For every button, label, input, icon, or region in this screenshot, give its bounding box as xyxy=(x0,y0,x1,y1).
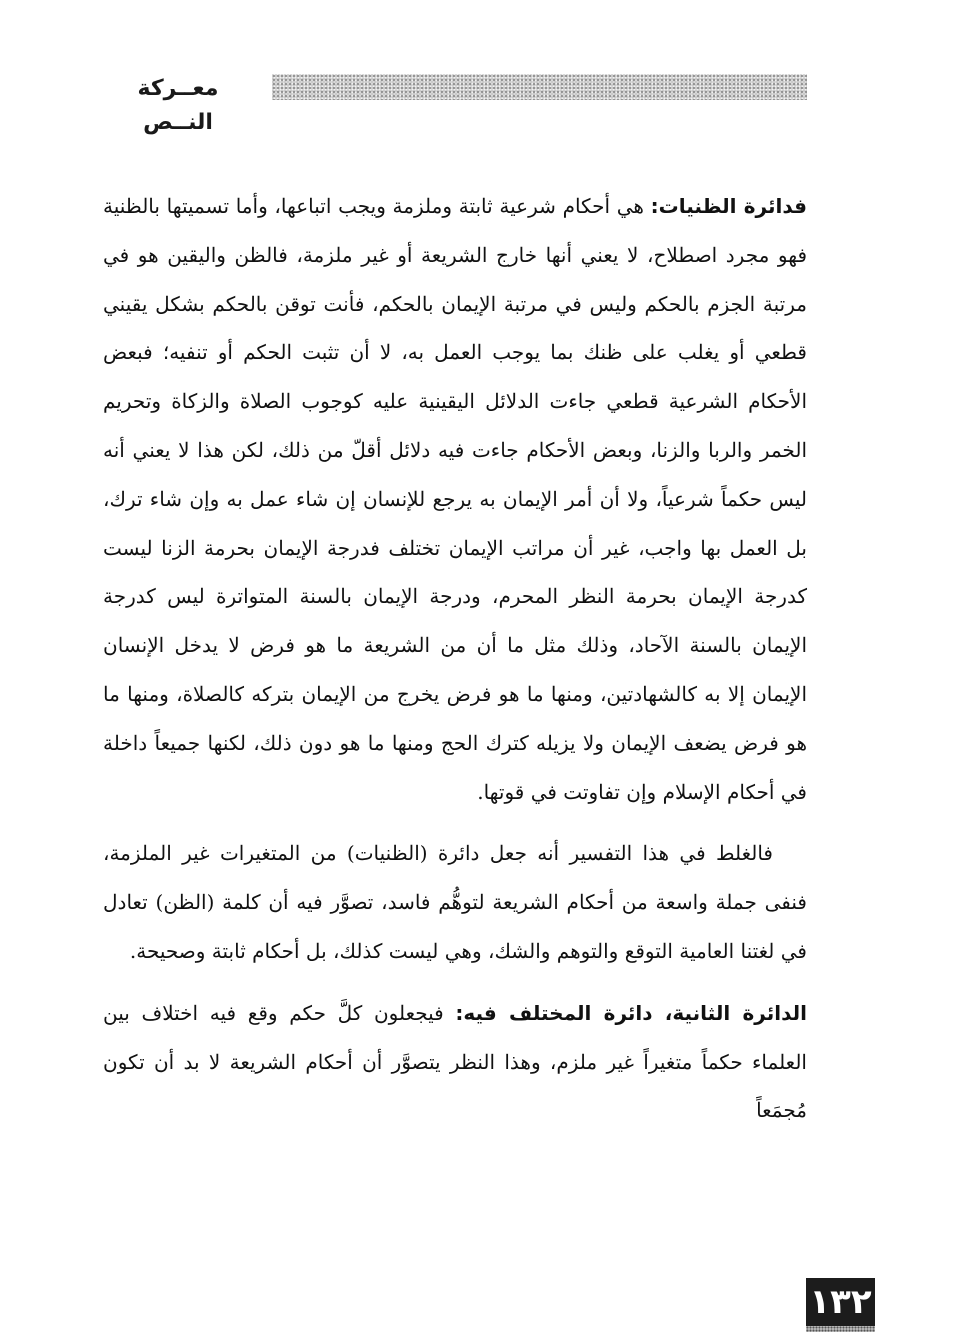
page-number-texture xyxy=(806,1326,875,1332)
paragraph-text: فالغلط في هذا التفسير أنه جعل دائرة (الظنيات) من المتغيرات غير الملزمة، فنفى جملة واسعة من أحكام الشريعة لتوهُّم فاسد، تصوَّر فيه أن كلمة (الظن) تعادل في لغتنا العامية التوقع والتوهم والشك، وهي ليست كذلك، بل أحكام ثابتة وصحيحة. xyxy=(103,841,807,963)
page-number-badge: ١٣٢ xyxy=(806,1278,875,1326)
paragraph-lead: الدائرة الثانية، دائرة المختلف فيه: xyxy=(455,1000,807,1025)
paragraph-text: فيجعلون كلَّ حكم وقع فيه اختلاف بين العلماء حكماً متغيراً غير ملزم، وهذا النظر يتصوَّر أن أحكام الشريعة لا بد أن تكون مُجمَعاً xyxy=(103,1000,807,1123)
paragraph-error-explanation xyxy=(103,829,807,975)
running-header-title: معــركة النــص xyxy=(137,76,219,135)
paragraph-lead: فدائرة الظنيات: xyxy=(650,194,808,218)
header-texture-bar xyxy=(272,74,807,100)
paragraph-speculative-circle xyxy=(103,182,807,816)
paragraph-second-circle xyxy=(103,989,807,1135)
paragraph-text: هي أحكام شرعية ثابتة وملزمة ويجب اتباعها، وأما تسميتها بالظنية فهو مجرد اصطلاح، لا يعني أنها خارج الشريعة أو غير ملزمة، فالظن واليقين هو في مرتبة الجزم بالحكم وليس في مرتبة الإيمان بالحكم، فأنت توقن بالحكم بشكل يقيني قطعي أو يغلب على ظنك بما يوجب العمل به، لا أن تثبت الحكم أو تنفيه؛ فبعض الأحكام الشرعية قطعي جاءت الدلائل اليقينية عليه كوجوب الصلاة والزكاة وتحريم الخمر والربا والزنا، وبعض الأحكام جاءت فيه دلائل أقلّ من ذلك، لكن هذا لا يعني أنه ليس حكماً شرعياً، ولا أن أمر الإيمان به يرجع للإنسان إن شاء عمل به وإن شاء ترك، بل العمل بها واجب، غير أن مراتب الإيمان تختلف فدرجة الإيمان بحرمة الزنا ليست كدرجة الإيمان بحرمة النظر المحرم، ودرجة الإيمان بالسنة المتواترة ليس كدرجة الإيمان بالسنة الآحاد، وذلك مثل ما أن من الشريعة ما هو فرض لا يدخل الإنسان الإيمان إلا به كالشهادتين، ومنها ما هو فرض يخرج من الإيمان بتركه كالصلاة، ومنها ما هو فرض يضعف الإيمان ولا يزيله كترك الحج ومنها ما هو دون ذلك، لكنها جميعاً داخلة في أحكام الإسلام وإن تفاوتت في قوتها. xyxy=(103,194,807,804)
page-body xyxy=(103,182,807,1135)
